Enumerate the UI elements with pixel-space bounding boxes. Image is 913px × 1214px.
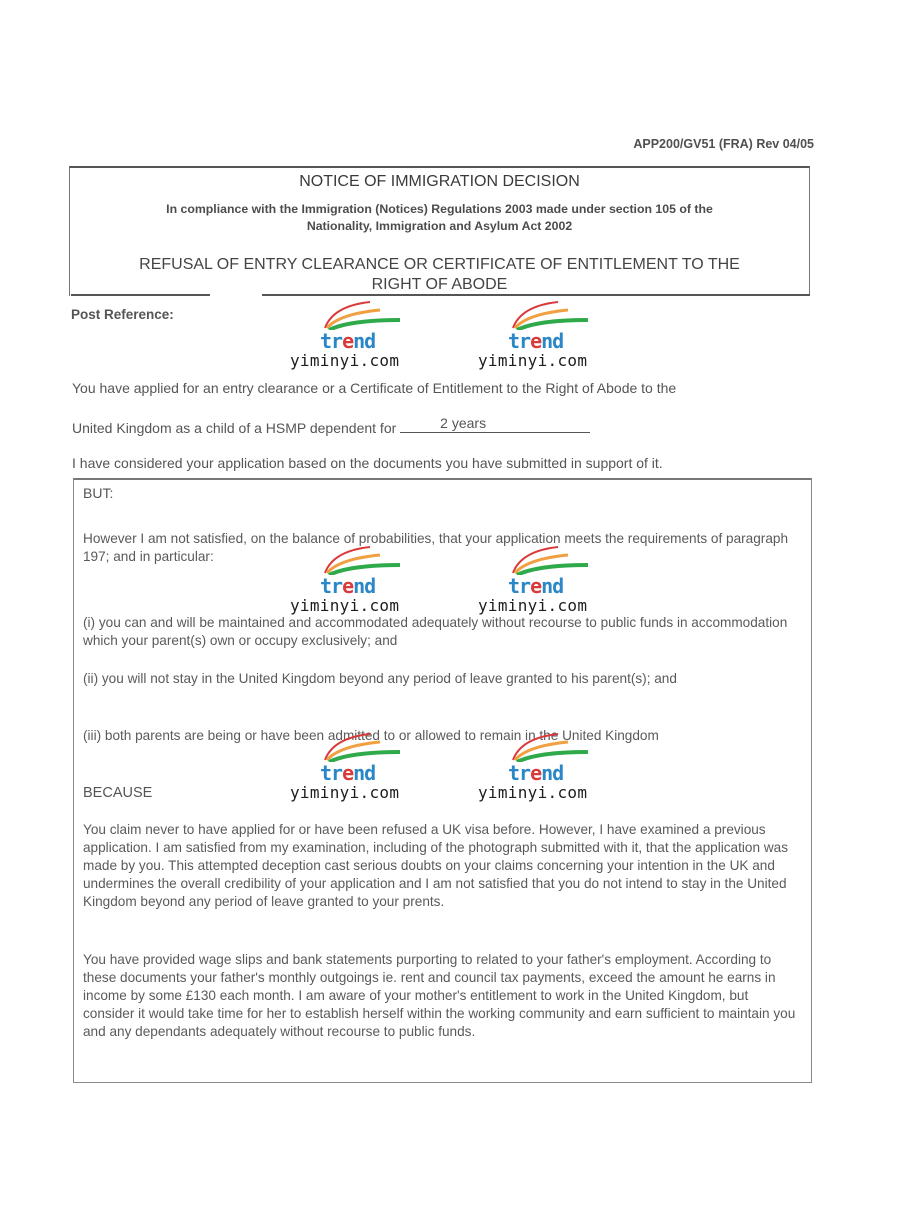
watermark-brand: trend [508, 761, 564, 785]
post-reference-label: Post Reference: [71, 307, 174, 322]
but-label: BUT: [83, 485, 114, 501]
intro-line-3: I have considered your application based on the documents you have submitted in support of it. [72, 455, 663, 471]
watermark-brand: trend [320, 574, 376, 598]
compliance-line-1: In compliance with the Immigration (Notices) Regulations 2003 made under section 105 of the [166, 202, 713, 216]
watermark-site: yiminyi.com [290, 596, 400, 615]
compliance-line-2: Nationality, Immigration and Asylum Act 2002 [306, 219, 573, 233]
refusal-title-line-2: RIGHT OF ABODE [371, 276, 508, 293]
because-paragraph-2: You have provided wage slips and bank statements purporting to related to your father's employment. According to these documents your father's monthly outgoings ie. rent and council tax payments, exceed the amount he earns in income by some £130 each month. I am aware of your mother's entitlement to work in the United Kingdom, but consider it would take time for her to establish herself within the working community and earn sufficient to maintain you and any dependants adequately without recourse to public funds. [83, 952, 796, 1039]
watermark-swoosh-icon [503, 300, 593, 330]
intro-line-2 [72, 415, 590, 437]
because-paragraph-1: You claim never to have applied for or have been refused a UK visa before. However, I have examined a previous application. I am satisfied from my examination, including of the photograph submitted with it, that the application was made by you. This attempted deception cast serious doubts on your claims concerning your intention in the UK and undermines the overall credibility of your application and I am not satisfied that you do not intend to stay in the United Kingdom beyond any period of leave granted to your prents. [83, 822, 788, 909]
condition-ii: (ii) you will not stay in the United Kingdom beyond any period of leave granted to his parent(s); and [83, 671, 677, 686]
watermark-brand: trend [320, 761, 376, 785]
intro-line-2-prefix: United Kingdom as a child of a HSMP dependent for [72, 420, 397, 436]
watermark-brand: trend [508, 574, 564, 598]
divider-right [262, 294, 810, 296]
not-satisfied-paragraph: However I am not satisfied, on the balance of probabilities, that your application meets the requirements of paragraph 197; and in particular: [83, 531, 789, 564]
header-box [69, 166, 810, 296]
duration-value: 2 years [440, 415, 487, 431]
watermark-site: yiminyi.com [290, 783, 400, 802]
refusal-title [76, 255, 803, 295]
compliance-statement [90, 201, 789, 235]
refusal-title-line-1: REFUSAL OF ENTRY CLEARANCE OR CERTIFICATE OF ENTITLEMENT TO THE [139, 256, 740, 273]
condition-iii: (iii) both parents are being or have been admitted to or allowed to remain in the United Kingdom [83, 728, 659, 743]
watermark-brand: trend [320, 329, 376, 353]
condition-i: (i) you can and will be maintained and accommodated adequately without recourse to public funds in accommodation which your parent(s) own or occupy exclusively; and [83, 615, 788, 648]
duration-field [400, 415, 590, 433]
watermark-swoosh-icon [315, 300, 405, 330]
form-code: APP200/GV51 (FRA) Rev 04/05 [633, 137, 814, 151]
watermark-site: yiminyi.com [290, 351, 400, 370]
watermark-site: yiminyi.com [478, 596, 588, 615]
because-label: BECAUSE [83, 785, 153, 801]
watermark-site: yiminyi.com [478, 351, 588, 370]
reasons-box [73, 478, 812, 1083]
divider-left [71, 294, 210, 296]
watermark-brand: trend [508, 329, 564, 353]
watermark-site: yiminyi.com [478, 783, 588, 802]
notice-title: NOTICE OF IMMIGRATION DECISION [299, 173, 580, 190]
intro-line-1: You have applied for an entry clearance or a Certificate of Entitlement to the Right of Abode to the [72, 380, 677, 396]
